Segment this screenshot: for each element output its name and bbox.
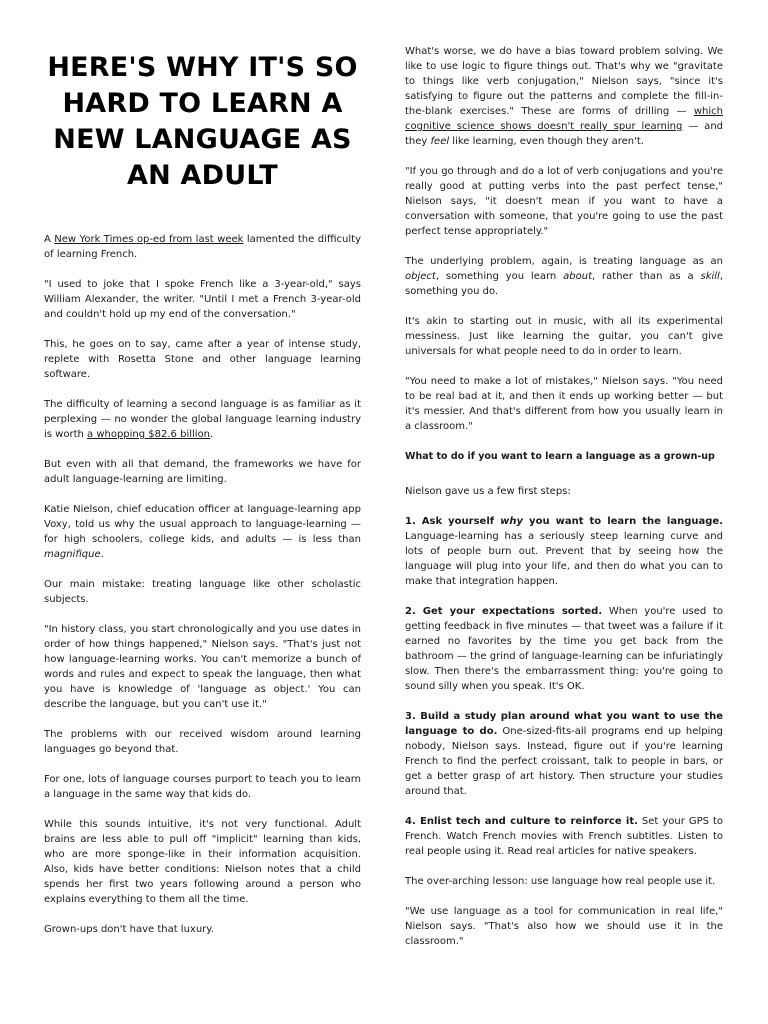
text: . <box>210 429 214 440</box>
paragraph-lesson: The over-arching lesson: use language how real people use it. <box>405 876 716 887</box>
step-2 <box>405 604 723 694</box>
text: lamented the difficulty of learning French. <box>44 234 361 260</box>
text: The underlying problem, again, is treating language as an <box>405 256 723 267</box>
paragraph-courses: For one, lots of language courses purport to teach you to learn a language in the same way that kids do. <box>44 774 361 800</box>
paragraph-underlying-problem <box>405 254 723 299</box>
paragraph-bias <box>405 44 723 149</box>
right-column <box>405 0 723 964</box>
paragraph-first-steps: Nielson gave us a few first steps: <box>405 486 571 497</box>
text: The difficulty of learning a second language is as familiar as it perplexing — no wonder the global language learning industry is worth <box>44 399 361 440</box>
paragraph-problems: The problems with our received wisdom around learning languages go beyond that. <box>44 729 361 755</box>
emphasis: about <box>563 271 592 282</box>
paragraph-frameworks: But even with all that demand, the frameworks we have for adult language-learning are limiting. <box>44 459 361 485</box>
paragraph-music: It's akin to starting out in music, with all its experimental messiness. Just like learning the guitar, you can't give universals for what people need to do in order to learn. <box>405 316 723 357</box>
step-4-body: Set your GPS to French. Watch French movies with French subtitles. Listen to real people using it. Read real articles for native speakers. <box>405 816 723 857</box>
text: , something you do. <box>405 271 724 297</box>
text: you want to learn the language. <box>523 516 723 527</box>
paragraph-history-quote: "In history class, you start chronologically and you use dates in order of how things happened," Nielson says. "That's just not how language-learning works. You can't memorize a bunch of words and rules and expect to speak the language, then what you have is knowledge of 'language as object.' You can describe the language, but you can't use it." <box>44 624 361 710</box>
step-4-lead: 4. Enlist tech and culture to reinforce it. <box>405 816 638 827</box>
step-2-body: When you're used to getting feedback in five minutes — that tweet was a failure if it earned no favorites by the time you get back from the bathroom — the grind of language-learning can be infuriatingly slow. Then there's the embarrassment thing: you're going to sound silly when you speak. It's OK. <box>405 606 723 692</box>
emphasis: why <box>500 516 524 527</box>
paragraph-verb-conjugations: "If you go through and do a lot of verb conjugations and you're really good at putting verbs into the past perfect tense," Nielson says, "it doesn't mean if you want to have a conversation with someone, that you're going to use the past perfect tense appropriately." <box>405 166 723 237</box>
emphasis: feel <box>430 136 450 147</box>
paragraph-intro <box>44 232 361 262</box>
text: 1. Ask yourself <box>405 516 501 527</box>
subheading: What to do if you want to learn a language as a grown-up <box>405 451 715 462</box>
step-4 <box>405 814 723 859</box>
paragraph-main-mistake: Our main mistake: treating language like other scholastic subjects. <box>44 579 361 605</box>
text: A <box>44 234 55 245</box>
paragraph-quote-alexander: "I used to joke that I spoke French like a 3-year-old," says William Alexander, the writer. "Until I met a French 3-year-old and couldn't hold up my end of the conversation." <box>44 279 361 320</box>
left-column <box>44 0 361 952</box>
step-3 <box>405 709 723 799</box>
nyt-op-ed-link[interactable]: New York Times op-ed from last week <box>54 234 244 245</box>
step-2-lead: 2. Get your expectations sorted. <box>405 606 603 617</box>
industry-worth-link[interactable]: a whopping $82.6 billion <box>87 429 211 440</box>
emphasis: skill <box>700 271 720 282</box>
emphasis: magnifique <box>44 549 101 560</box>
step-3-lead: 3. Build a study plan around what you want to use the language to do. <box>405 711 723 737</box>
emphasis: object <box>405 271 436 282</box>
paragraph-closing-quote: "We use language as a tool for communication in real life," Nielson says. "That's also how we should use it in the classroom." <box>405 906 723 947</box>
paragraph-luxury: Grown-ups don't have that luxury. <box>44 924 214 935</box>
text: Katie Nielson, chief education officer at language-learning app Voxy, told us why the usual approach to language-learning — for high schoolers, college kids, and adults — is less than <box>44 504 361 545</box>
text: , something you learn <box>435 271 564 282</box>
text: — and they <box>405 121 723 147</box>
text: like learning, even though they aren't. <box>449 136 644 147</box>
paragraph-mistakes: "You need to make a lot of mistakes," Nielson says. "You need to be real bad at it, and then it ends up working better — but it's messier. And that's different from how you usually learn in a classroom." <box>405 376 723 432</box>
paragraph-year-of-study: This, he goes on to say, came after a year of intense study, replete with Rosetta Stone and other language learning software. <box>44 339 361 380</box>
paragraph-nielson-intro <box>44 502 361 562</box>
article-title: HERE'S WHY IT'S SO HARD TO LEARN A NEW LANGUAGE AS AN ADULT <box>47 52 358 191</box>
paragraph-adult-brains: While this sounds intuitive, it's not very functional. Adult brains are less able to pull off "implicit" learning than kids, who are more sponge-like in their information acquisition. Also, kids have better conditions: Nielson notes that a child spends her first two years following around a person who explains everything to them all the time. <box>44 819 361 905</box>
text: . <box>100 549 104 560</box>
step-1-body: Language-learning has a seriously steep learning curve and lots of people burn out. Prevent that by seeing how the language will plug into your life, and then do what you can to make that integration happen. <box>405 531 723 587</box>
step-1-lead <box>405 516 723 527</box>
paragraph-industry <box>44 397 361 442</box>
cognitive-science-link[interactable]: which cognitive science shows doesn't really spur learning <box>405 106 723 132</box>
step-1 <box>405 514 723 589</box>
text: , rather than as a <box>592 271 701 282</box>
step-3-body: One-sized-fits-all programs end up helping nobody, Nielson says. Instead, figure out if you're learning French to find the perfect croissant, talk to people in bars, or get a better grasp of art history. Then structure your studies around that. <box>405 726 724 797</box>
text: What's worse, we do have a bias toward problem solving. We like to use logic to figure things out. That's why we "gravitate to things like verb conjugation," Nielson says, "since it's satisfying to figure out the patterns and complete the fill-in-the-blank exercises." These are forms of drilling — <box>405 46 723 117</box>
